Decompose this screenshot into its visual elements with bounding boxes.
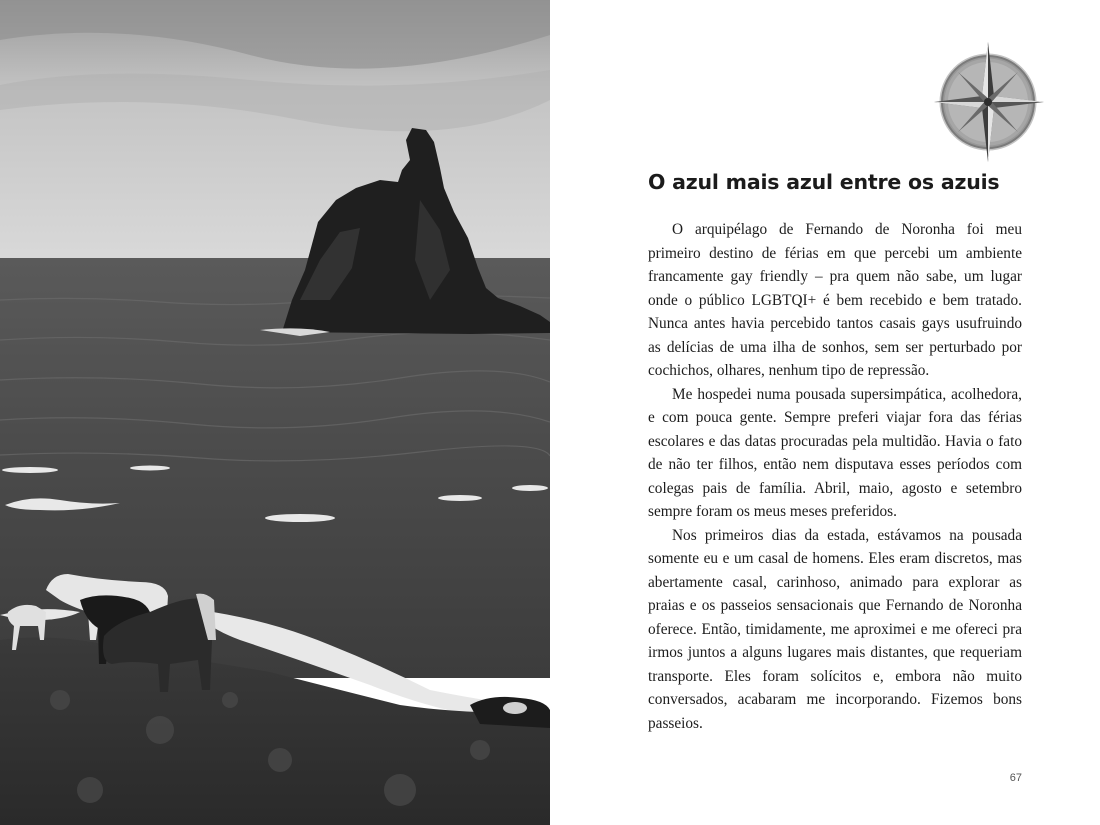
chapter-body: [648, 218, 1022, 735]
paragraph: O arquipélago de Fernando de Noronha foi meu primeiro destino de férias em que percebi um ambiente francamente gay friendly – pra quem não sabe, um lugar onde o público LGBTQI+ é bem recebido e bem tratado. Nunca antes havia percebido tantos casais gays usufruindo as delícias de uma ilha de sonhos, sem ser perturbado por cochichos, olhares, nenhum tipo de repressão.: [648, 221, 1022, 379]
page-number: 67: [1009, 772, 1022, 784]
paragraph: Me hospedei numa pousada supersimpática, acolhedora, e com pouca gente. Sempre preferi viajar fora das férias escolares e das datas procuradas pela multidão. Havia o fato de não ter filhos, então nem disputava esses períodos com colegas pais de família. Abril, maio, agosto e setembro sempre foram os meus meses preferidos.: [648, 385, 1022, 520]
text-page: [550, 0, 1100, 825]
chapter-title: O azul mais azul entre os azuis: [648, 170, 1000, 194]
compass-rose-icon: [930, 38, 1048, 162]
paragraph: Nos primeiros dias da estada, estávamos na pousada somente eu e um casal de homens. Eles eram discretos, mas abertamente casal, carinhoso, animado para explorar as praias e os passeios sensacionais que Fernando de Noronha oferece. Então, timidamente, me aproximei e me ofereci pra irmos juntos a alguns lugares mais distantes, que requeriam transporte. Eles foram solícitos e, embora não muito conversados, acabaram me incorporando. Fizemos bons passeios.: [648, 526, 1022, 732]
